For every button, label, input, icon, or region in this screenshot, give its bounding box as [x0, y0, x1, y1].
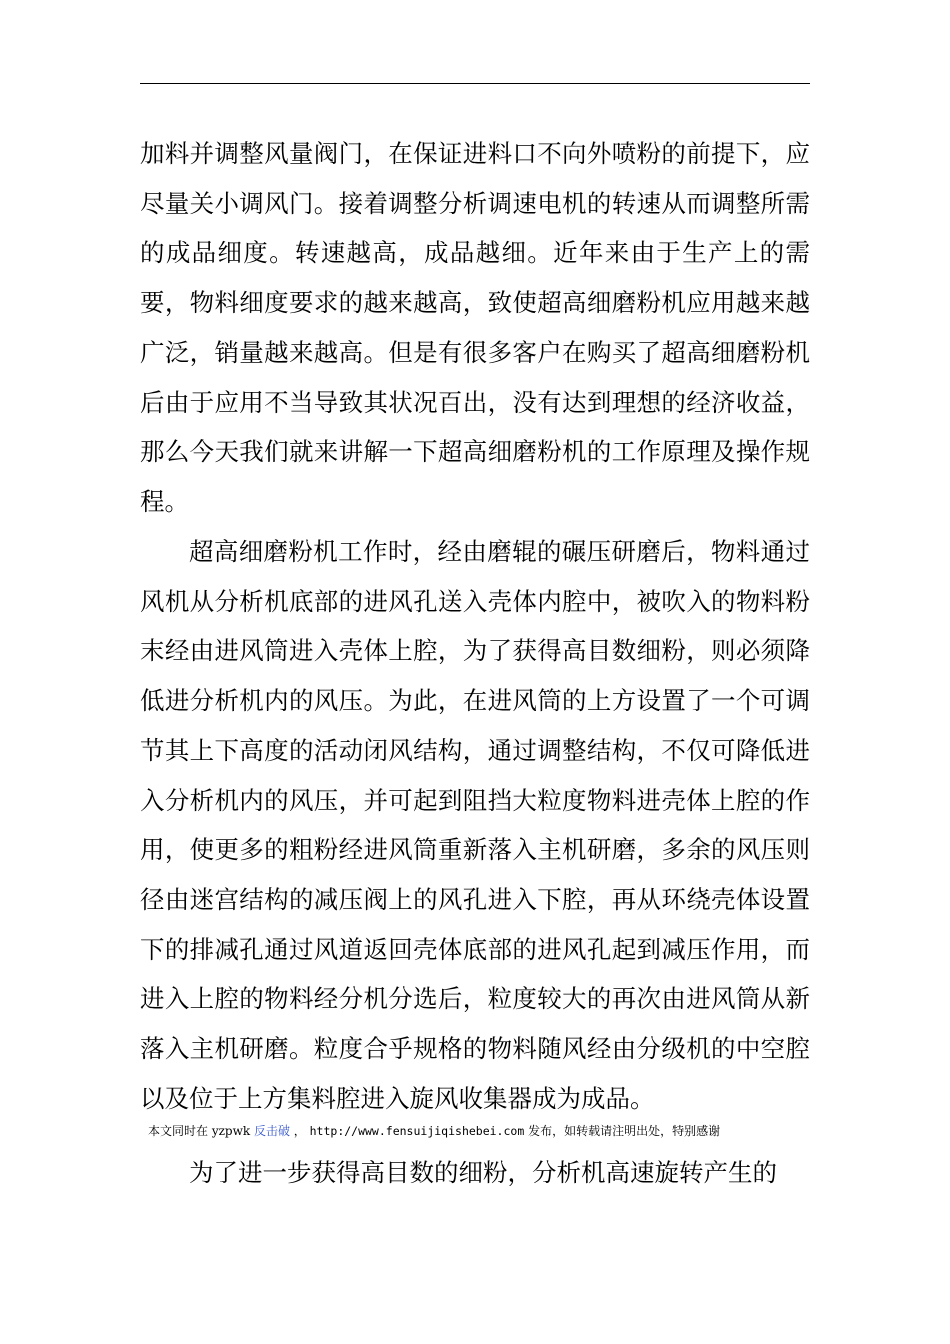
source-note	[148, 1122, 808, 1140]
paragraph-3: 为了进一步获得高目数的细粉，分析机高速旋转产生的	[189, 1158, 777, 1187]
source-note-url[interactable]: http://www.fensuijiqishebei.com	[309, 1124, 525, 1138]
source-note-link[interactable]: 反击破	[253, 1124, 290, 1138]
source-note-prefix: 本文同时在 yzpwk	[148, 1124, 254, 1138]
paragraph-1: 加料并调整风量阀门，在保证进料口不向外喷粉的前提下，应尽量关小调风门。接着调整分析调速电机的转速从而调整所需的成品细度。转速越高，成品越细。近年来由于生产上的需要，物料细度要求的越来越高，致使超高细磨粉机应用越来越广泛，销量越来越高。但是有很多客户在购买了超高细磨粉机后由于应用不当导致其状况百出，没有达到理想的经济收益，那么今天我们就来讲解一下超高细磨粉机的工作原理及操作规程。	[140, 139, 810, 516]
paragraph-2: 超高细磨粉机工作时，经由磨辊的碾压研磨后，物料通过风机从分析机底部的进风孔送入壳体内腔中，被吹入的物料粉末经由进风筒进入壳体上腔，为了获得高目数细粉，则必须降低进分析机内的风压。为此，在进风筒的上方设置了一个可调节其上下高度的活动闭风结构，通过调整结构，不仅可降低进入分析机内的风压，并可起到阻挡大粒度物料进壳体上腔的作用，使更多的粗粉经进风筒重新落入主机研磨，多余的风压则径由迷宫结构的减压阀上的风孔进入下腔，再从环绕壳体设置下的排减孔通过风道返回壳体底部的进风孔起到减压作用，而进入上腔的物料经分机分选后，粒度较大的再次由进风筒从新落入主机研磨。粒度合乎规格的物料随风经由分级机的中空腔以及位于上方集料腔进入旋风收集器成为成品。	[140, 537, 810, 1113]
header-rule	[140, 83, 810, 84]
source-note-suffix: 发布，如转载请注明出处，特别感谢	[524, 1124, 721, 1138]
source-note-separator: ，	[289, 1124, 310, 1138]
